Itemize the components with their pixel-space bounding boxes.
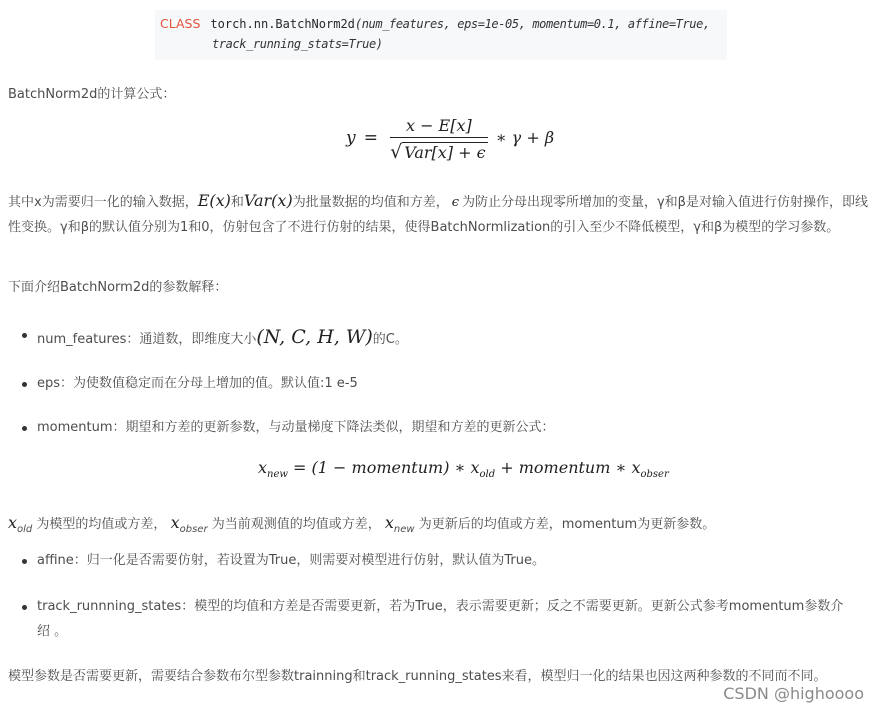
momentum-formula (258, 458, 669, 480)
mf-x-old: x (470, 458, 480, 477)
momentum-note (8, 510, 874, 542)
class-name: torch.nn.BatchNorm2d (210, 17, 355, 31)
eps-text: eps：为使数值稳定而在分母上增加的值。默认值:1 e-5 (37, 376, 358, 391)
mf-x-obser: x (631, 458, 641, 477)
bullet-dot (22, 605, 27, 610)
formula-rhs: ∗ γ + β (495, 128, 555, 147)
note-sub-obser: obser (179, 524, 208, 535)
formula-heading: BatchNorm2d的计算公式： (8, 87, 176, 102)
explanation-text-3: 为批量数据的均值和方差， (292, 195, 449, 210)
batchnorm-formula: y = $\frac{x - E[x]}{\text{√ Var[x] + ϵ}}$ ∗ γ + β (346, 116, 555, 163)
signature-line-2 (212, 37, 383, 51)
list-item-track-running-states (19, 594, 854, 644)
bullet-dot (22, 559, 27, 564)
formula-fraction: $\frac{x - E[x]}{\text{√ Var[x] + ϵ}}$ (390, 116, 486, 163)
num-features-text: num_features：通道数，即维度大小 (37, 332, 257, 347)
explanation-text-1: 其中x为需要归一化的输入数据， (8, 195, 198, 210)
momentum-text: momentum：期望和方差的更新参数，与动量梯度下降法类似，期望和方差的更新公式： (37, 420, 555, 435)
csdn-watermark: CSDN @highoooo (723, 684, 864, 703)
mf-sub-new: new (267, 469, 288, 480)
note-sub-new: new (393, 524, 415, 535)
signature-line-1 (160, 16, 710, 31)
note-x-new: x (384, 513, 394, 532)
math-variance: Var(x) (243, 191, 293, 210)
mf-equals: = (1 − momentum) ∗ (293, 458, 466, 477)
formula-denominator: Var[x] + ϵ (404, 143, 486, 162)
mf-sub-old: old (479, 469, 496, 480)
note-obser-desc: 为当前观测值的均值或方差， (211, 517, 381, 532)
class-keyword: CLASS (160, 16, 201, 31)
explanation-paragraph (8, 188, 874, 240)
mf-x-new: x (258, 458, 268, 477)
track-text: track_runnning_states：模型的均值和方差是否需要更新，若为True，表示需要更新；反之不需要更新。更新公式参考momentum参数介绍 。 (37, 599, 844, 639)
list-item-affine (19, 548, 859, 573)
math-epsilon: ϵ (451, 195, 459, 210)
formula-numerator: x − E[x] (390, 116, 487, 138)
conclusion-paragraph: 模型参数是否需要更新，需要结合参数布尔型参数trainning和track_running_states来看，模型归一化的结果也因这两种参数的不同而不同。 (8, 669, 827, 684)
num-features-suffix: 的C。 (372, 332, 408, 347)
bullet-dot (22, 382, 27, 387)
note-x-old: x (8, 513, 18, 532)
signature-args-2: track_running_stats=True) (212, 37, 383, 51)
bullet-dot (22, 333, 27, 338)
class-signature (155, 10, 727, 60)
math-expectation: E(x) (197, 191, 231, 210)
note-sub-old: old (17, 524, 33, 535)
math-nchw: (N, C, H, W) (256, 326, 373, 348)
params-heading: 下面介绍BatchNorm2d的参数解释： (8, 280, 228, 295)
mf-plus: + momentum ∗ (500, 458, 627, 477)
signature-args-1: (num_features, eps=1e-05, momentum=0.1, affine=True, (354, 17, 710, 31)
note-old-desc: 为模型的均值或方差， (36, 517, 167, 532)
explanation-text-2: 和 (230, 195, 244, 210)
list-item-num-features (19, 322, 859, 352)
affine-text: affine：归一化是否需要仿射，若设置为True，则需要对模型进行仿射，默认值为True。 (37, 553, 545, 568)
explanation-text-4: 为防止分母出现零所增加的变量，γ和β是对输入值进行仿射操作，即线性变换。γ和β的默认值分别为1和0，仿射包含了不进行仿射的结果，使得BatchNormlization的引入至少不降低模型，γ和β为模型的学习参数。 (8, 195, 868, 235)
list-item-momentum (19, 415, 859, 440)
mf-sub-obser: obser (640, 469, 669, 480)
note-new-desc: 为更新后的均值或方差，momentum为更新参数。 (418, 517, 716, 532)
bullet-dot (22, 426, 27, 431)
list-item-eps (19, 371, 859, 396)
formula-lhs: y (346, 128, 356, 148)
note-x-obser: x (170, 513, 180, 532)
